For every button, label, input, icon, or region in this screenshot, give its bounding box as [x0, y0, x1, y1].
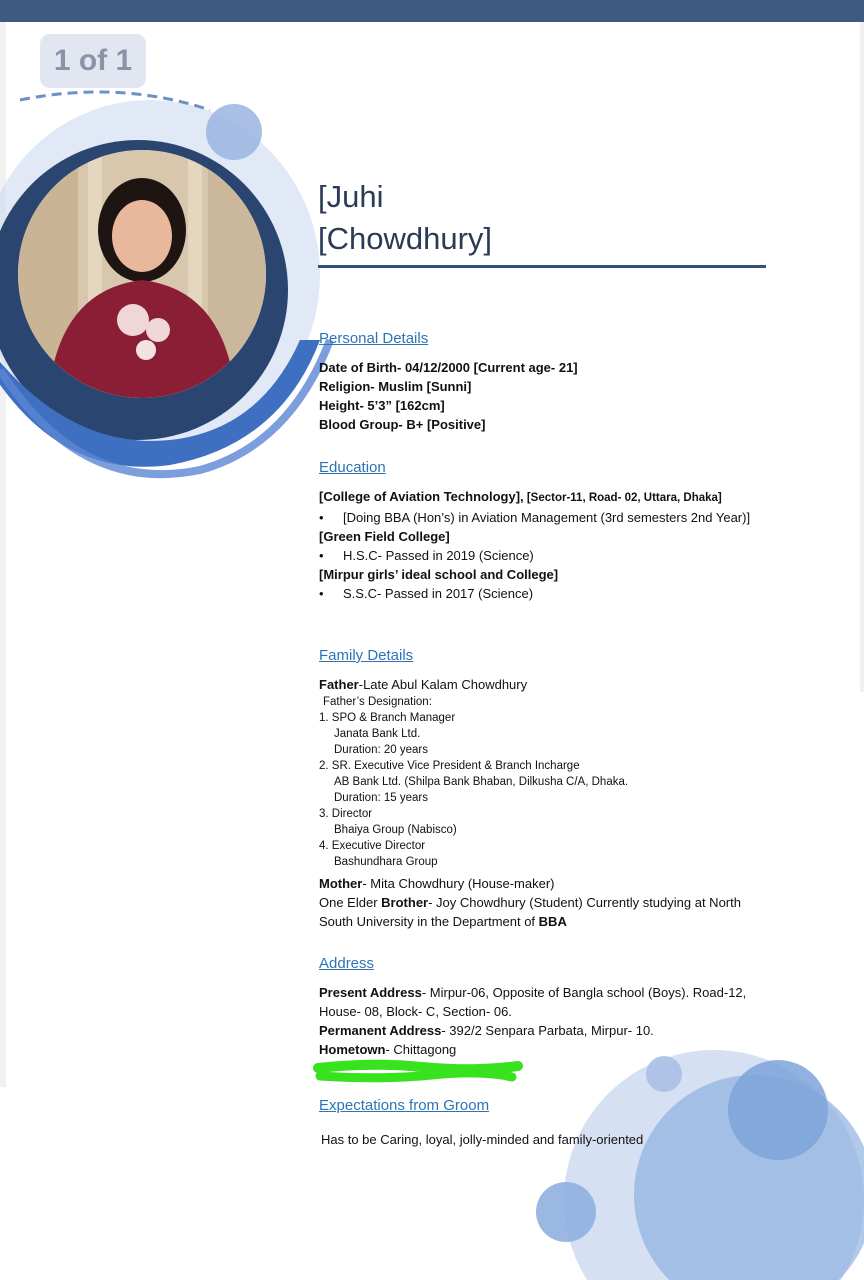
college-1-item: • [Doing BBA (Hon’s) in Aviation Management (3rd semesters 2nd Year)]	[319, 508, 759, 527]
designation-label: Father’s Designation:	[323, 696, 432, 708]
job-2-role: 2. SR. Executive Vice President & Branch Incharge	[319, 760, 580, 772]
father-designation-list	[319, 694, 759, 870]
job-1-role: 1. SPO & Branch Manager	[319, 712, 456, 724]
top-bar	[0, 0, 864, 22]
date-of-birth: Date of Birth- 04/12/2000 [Current age- 21]	[319, 360, 578, 375]
college-1-address: [Sector-11, Road- 02, Uttara, Dhaka]	[523, 492, 722, 504]
hometown-label: Hometown	[319, 1042, 386, 1057]
job-2-org: AB Bank Ltd. (Shilpa Bank Bhaban, Dilkusha C/A, Dhaka.	[334, 776, 629, 788]
brother-info	[319, 893, 759, 931]
present-address: - Mirpur-06, Opposite of Bangla school (Boys). Road-12, House- 08, Block- C, Section- 06.	[319, 985, 747, 1019]
present-address-label: Present Address	[319, 985, 422, 1000]
job-4-role: 4. Executive Director	[319, 840, 426, 852]
education-details	[319, 487, 759, 603]
personal-details	[319, 358, 759, 434]
name-divider	[318, 265, 766, 268]
name-line-2: [Chowdhury]	[318, 221, 493, 256]
personal-details-heading: Personal Details	[319, 330, 429, 347]
height: Height- 5’3” [162cm]	[319, 398, 445, 413]
mother-label: Mother	[319, 876, 363, 891]
candidate-name	[318, 176, 738, 260]
family-details	[319, 675, 759, 931]
profile-photo	[18, 150, 266, 398]
family-details-heading: Family Details	[319, 647, 414, 664]
school-item: • S.S.C- Passed in 2017 (Science)	[319, 584, 759, 603]
college-2-item: • H.S.C- Passed in 2019 (Science)	[319, 546, 759, 565]
name-line-1: [Juhi	[318, 179, 384, 214]
hometown: - Chittagong	[385, 1042, 457, 1057]
college-1-name: [College of Aviation Technology],	[319, 489, 524, 504]
education-heading: Education	[319, 459, 386, 476]
bubbles-decoration	[524, 1040, 864, 1280]
job-2-duration: Duration: 15 years	[334, 792, 428, 804]
father-label: Father	[319, 677, 359, 692]
redaction-scribble	[312, 1058, 532, 1086]
mother-name: - Mita Chowdhury (House-maker)	[362, 876, 555, 891]
blood-group: Blood Group- B+ [Positive]	[319, 417, 486, 432]
brother-prefix: One Elder	[319, 895, 382, 910]
expectations-text: Has to be Caring, loyal, jolly-minded and family-oriented	[321, 1132, 644, 1147]
brother-details: - Joy Chowdhury (Student) Currently studying at North South University in the Department of	[319, 895, 741, 929]
permanent-address-label: Permanent Address	[319, 1023, 442, 1038]
address-heading: Address	[319, 955, 375, 972]
job-4-org: Bashundhara Group	[334, 856, 438, 868]
page-indicator: 1 of 1	[40, 34, 146, 88]
college-2-name: [Green Field College]	[319, 529, 450, 544]
brother-label: Brother	[381, 895, 429, 910]
job-1-duration: Duration: 20 years	[334, 744, 428, 756]
expectations-heading: Expectations from Groom	[319, 1097, 490, 1114]
religion: Religion- Muslim [Sunni]	[319, 379, 472, 394]
father-name: -Late Abul Kalam Chowdhury	[358, 677, 528, 692]
job-3-org: Bhaiya Group (Nabisco)	[334, 824, 457, 836]
job-3-role: 3. Director	[319, 808, 373, 820]
brother-department: BBA	[538, 914, 567, 929]
school-name: [Mirpur girls’ ideal school and College]	[319, 567, 559, 582]
job-1-org: Janata Bank Ltd.	[334, 728, 421, 740]
page-right-edge	[860, 22, 864, 692]
permanent-address: - 392/2 Senpara Parbata, Mirpur- 10.	[441, 1023, 654, 1038]
